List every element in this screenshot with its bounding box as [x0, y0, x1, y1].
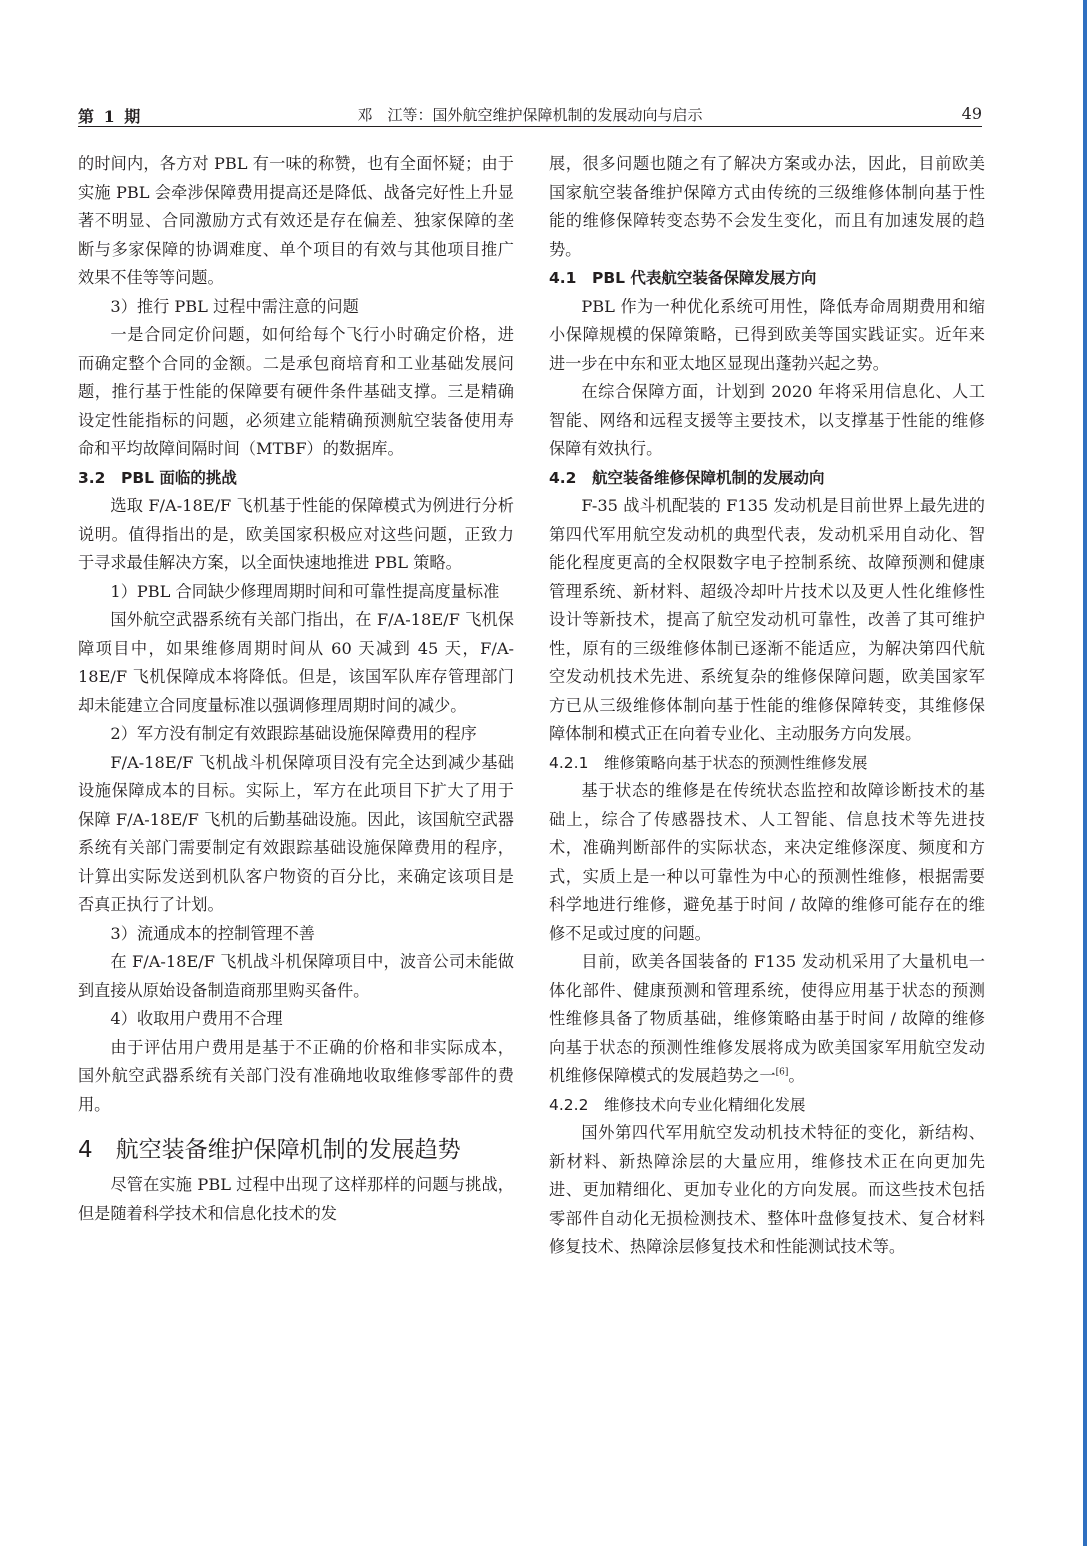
- subheading: 2）军方没有制定有效跟踪基础设施保障费用的程序: [110, 724, 477, 743]
- right-column: [549, 150, 985, 1262]
- paragraph: PBL 作为一种优化系统可用性，降低寿命周期费用和缩小保障规模的保障策略，已得到欧美等国实践证实。近年来进一步在中东和亚太地区显现出蓬勃兴起之势。: [549, 296, 985, 373]
- paragraph: 国外航空武器系统有关部门指出，在 F/A-18E/F 飞机保障项目中，如果维修周期时间从 60 天减到 45 天，F/A-18E/F 飞机保障成本将降低。但是，该国军队库存管理部门却未能建立合同度量标准以强调修理周期时间的减少。: [78, 610, 514, 715]
- running-header: [78, 104, 982, 127]
- page-number: 49: [961, 104, 982, 123]
- subheading: 1）PBL 合同缺少修理周期时间和可靠性提高度量标准: [110, 581, 500, 601]
- paragraph: F/A-18E/F 飞机战斗机保障项目没有完全达到减少基础设施保障成本的目标。实际上，军方在此项目下扩大了用于保障 F/A-18E/F 飞机的后勤基础设施。因此，该国航空武器系统有关部门需要制定有效跟踪基础设施保障费用的程序，计算出实际发送到机队客户物资的百分比，来确定该项目是否真正执行了计划。: [78, 752, 514, 914]
- issue-label: 第 1 期: [78, 107, 143, 126]
- paragraph: 国外第四代军用航空发动机技术特征的变化，新结构、新材料、新热障涂层的大量应用，维修技术正在向更加先进、更加精细化、更加专业化的方向发展。而这些技术包括零部件自动化无损检测技术、整体叶盘修复技术、复合材料修复技术、热障涂层修复技术和性能测试技术等。: [549, 1123, 985, 1256]
- section-heading-4: 4 航空装备维护保障机制的发展趋势: [78, 1137, 461, 1163]
- paragraph-end: 。: [788, 1066, 805, 1085]
- page-edge-stripe: [1083, 0, 1087, 1546]
- paragraph: 在 F/A-18E/F 飞机战斗机保障项目中，波音公司未能做到直接从原始设备制造商那里购买备件。: [78, 952, 514, 1000]
- section-heading-4-2-1: 4.2.1 维修策略向基于状态的预测性维修发展: [549, 753, 868, 772]
- left-column: [78, 150, 514, 1228]
- paragraph: 的时间内，各方对 PBL 有一味的称赞，也有全面怀疑；由于实施 PBL 会牵涉保障费用提高还是降低、战备完好性上升显著不明显、合同激励方式有效还是存在偏差、独家保障的垄断与多家保障的协调难度、单个项目的有效与其他项目推广效果不佳等等问题。: [78, 154, 514, 287]
- paragraph: 在综合保障方面，计划到 2020 年将采用信息化、人工智能、网络和远程支援等主要技术，以支撑基于性能的维修保障有效执行。: [549, 382, 985, 458]
- section-heading-4-2: 4.2 航空装备维修保障机制的发展动向: [549, 468, 825, 487]
- subheading: 3）流通成本的控制管理不善: [110, 923, 315, 943]
- paragraph-text: 目前，欧美各国装备的 F135 发动机采用了大量机电一体化部件、健康预测和管理系统，使得应用基于状态的预测性维修具备了物质基础，维修策略由基于时间 / 故障的维修向基于状态的预测性维修发展将成为欧美国家军用航空发动机维修保障模式的发展趋势之一: [549, 952, 985, 1085]
- paragraph: 展，很多问题也随之有了解决方案或办法，因此，目前欧美国家航空装备维护保障方式由传统的三级维修体制向基于性能的维修保障转变态势不会发生变化，而且有加速发展的趋势。: [549, 154, 985, 259]
- paragraph: 尽管在实施 PBL 过程中出现了这样那样的问题与挑战，但是随着科学技术和信息化技术的发: [78, 1175, 514, 1223]
- paragraph: 选取 F/A-18E/F 飞机基于性能的保障模式为例进行分析说明。值得指出的是，欧美国家积极应对这些问题，正致力于寻求最佳解决方案，以全面快速地推进 PBL 策略。: [78, 496, 514, 572]
- paragraph: [549, 948, 985, 1091]
- subheading: 3）推行 PBL 过程中需注意的问题: [110, 296, 359, 316]
- section-heading-4-2-2: 4.2.2 维修技术向专业化精细化发展: [549, 1095, 806, 1114]
- paragraph: 基于状态的维修是在传统状态监控和故障诊断技术的基础上，综合了传感器技术、人工智能、信息技术等先进技术，准确判断部件的实际状态，来决定维修深度、频度和方式，实质上是一种以可靠性为中心的预测性维修，根据需要科学地进行维修，避免基于时间 / 故障的维修可能存在的维修不足或过度的问题。: [549, 781, 985, 943]
- paragraph: 由于评估用户费用是基于不正确的价格和非实际成本，国外航空武器系统有关部门没有准确地收取维修零部件的费用。: [78, 1037, 514, 1114]
- citation-ref[interactable]: [6]: [775, 1067, 789, 1078]
- paragraph: 一是合同定价问题，如何给每个飞行小时确定价格，进而确定整个合同的金额。二是承包商培育和工业基础发展问题，推行基于性能的保障要有硬件条件基础支撑。三是精确设定性能指标的问题，必须建立能精确预测航空装备使用寿命和平均故障间隔时间（MTBF）的数据库。: [78, 325, 514, 458]
- subheading: 4）收取用户费用不合理: [110, 1009, 283, 1028]
- paragraph: F-35 战斗机配装的 F135 发动机是目前世界上最先进的第四代军用航空发动机的典型代表，发动机采用自动化、智能化程度更高的全权限数字电子控制系统、故障预测和健康管理系统、新材料、超级冷却叶片技术以及更人性化维修性设计等新技术，提高了航空发动机可靠性，改善了其可维护性，原有的三级维修体制已逐渐不能适应，为解决第四代航空发动机技术先进、系统复杂的维修保障问题，欧美国家军方已从三级维修体制向基于性能的维修保障转变，其维修保障体制和模式正在向着专业化、主动服务方向发展。: [549, 496, 985, 743]
- section-heading-4-1: 4.1 PBL 代表航空装备保障发展方向: [549, 269, 817, 287]
- section-heading-3-2: 3.2 PBL 面临的挑战: [78, 468, 237, 487]
- running-title: 邓 江等：国外航空维护保障机制的发展动向与启示: [357, 106, 703, 124]
